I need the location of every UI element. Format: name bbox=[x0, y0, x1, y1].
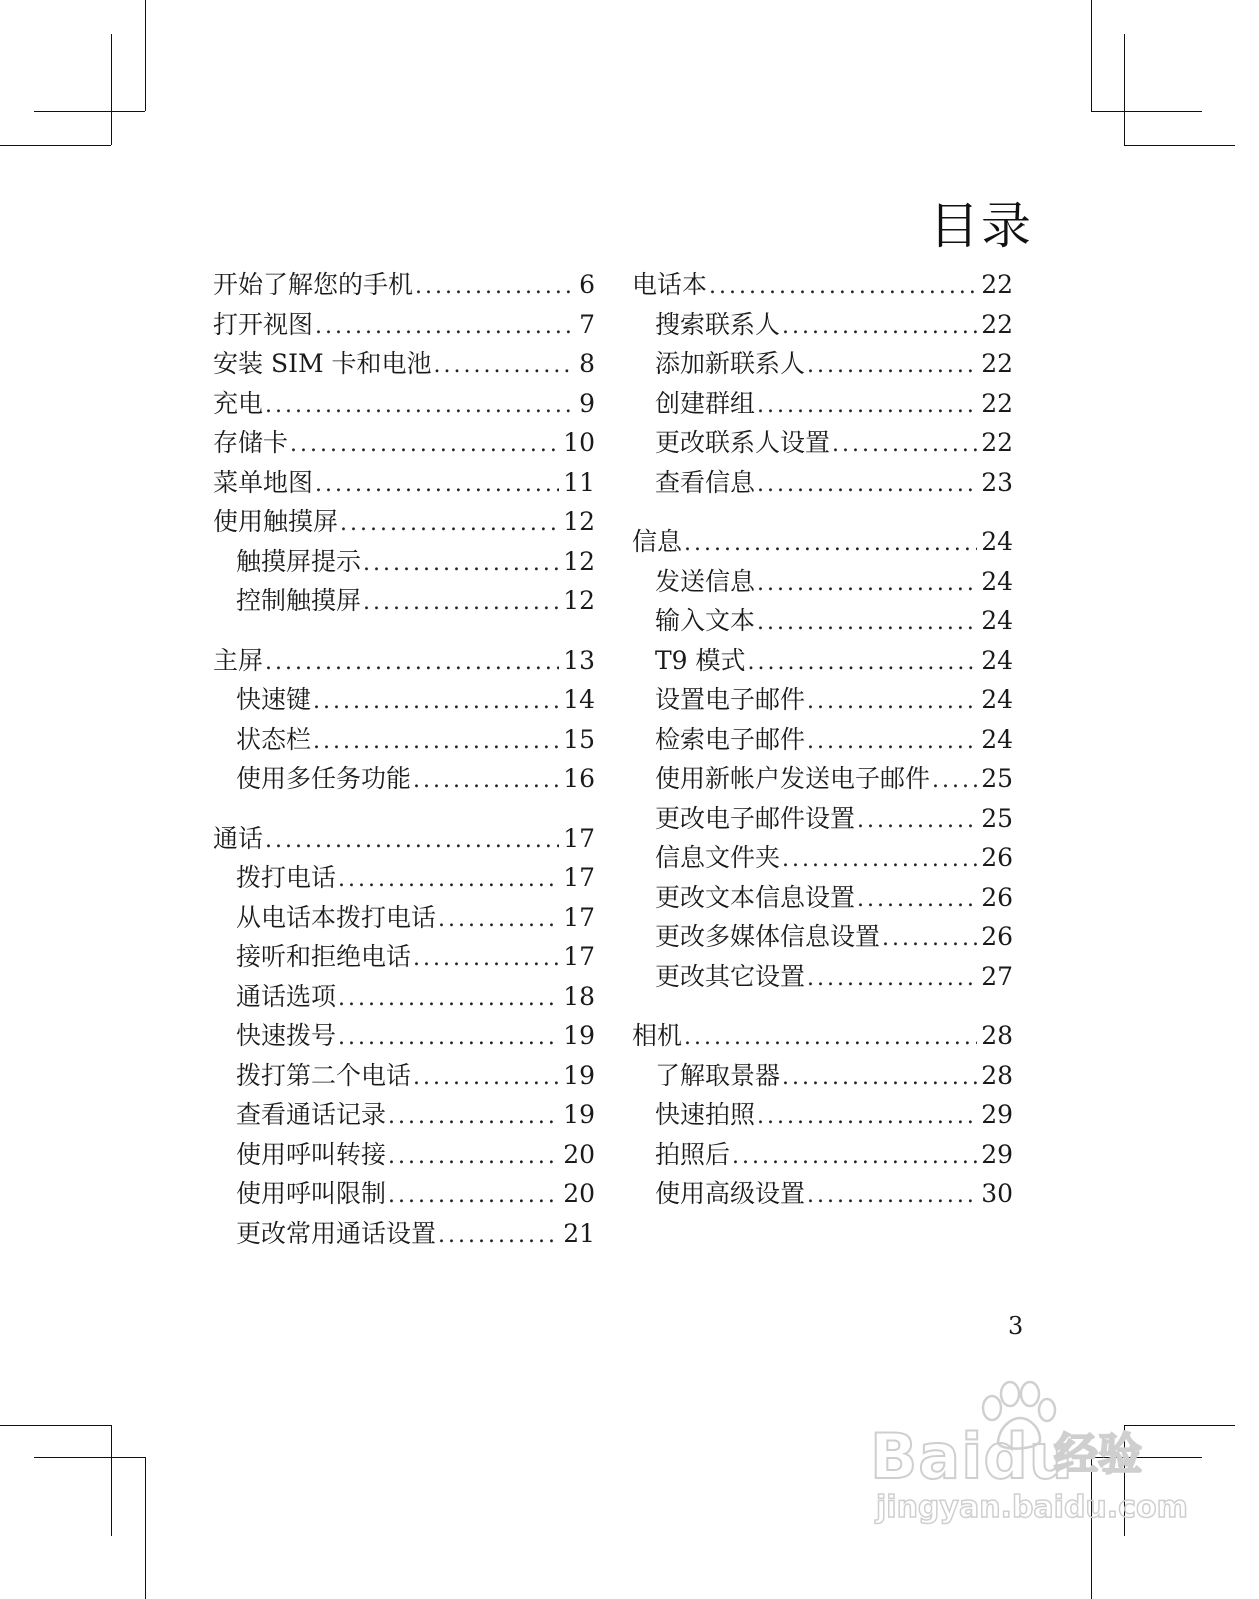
toc-entry-label: 充电 bbox=[213, 388, 264, 418]
dot-leader bbox=[807, 682, 977, 720]
toc-entry-label: 了解取景器 bbox=[655, 1060, 781, 1090]
toc-entry-page: 14 bbox=[563, 685, 595, 714]
toc-entry-page: 24 bbox=[981, 724, 1013, 754]
toc-subentry[interactable] bbox=[632, 1095, 1013, 1135]
toc-section bbox=[632, 522, 1013, 996]
watermark-url: jingyan.baidu.com bbox=[876, 1490, 1188, 1525]
toc-entry[interactable] bbox=[213, 384, 595, 424]
dot-leader bbox=[757, 465, 977, 503]
dot-leader bbox=[434, 346, 576, 384]
toc-entry-label: 检索电子邮件 bbox=[655, 724, 806, 754]
toc-entry-label: 发送信息 bbox=[655, 566, 756, 596]
toc-entry-label: 使用新帐户发送电子邮件 bbox=[655, 764, 931, 793]
toc-subentry[interactable] bbox=[632, 759, 1013, 799]
toc-entry-label: 电话本 bbox=[632, 270, 708, 299]
toc-subentry[interactable] bbox=[213, 581, 595, 621]
crop-mark bbox=[0, 1425, 111, 1426]
toc-entry-label: 快速拨号 bbox=[236, 1021, 337, 1050]
crop-mark bbox=[1091, 0, 1092, 111]
toc-entry-page: 17 bbox=[563, 863, 595, 892]
toc-entry-page: 28 bbox=[981, 1060, 1013, 1090]
dot-leader bbox=[857, 880, 977, 918]
toc-entry-page: 22 bbox=[981, 388, 1013, 418]
toc-entry-label: 更改电子邮件设置 bbox=[655, 803, 856, 833]
page-title: 目录 bbox=[929, 197, 1033, 255]
toc-entry-page: 24 bbox=[981, 645, 1013, 675]
toc-subentry[interactable] bbox=[632, 799, 1013, 839]
toc-entry-label: 信息文件夹 bbox=[655, 843, 781, 872]
toc-entry-page: 26 bbox=[981, 882, 1013, 912]
dot-leader bbox=[313, 722, 559, 760]
toc-subentry[interactable] bbox=[632, 1056, 1013, 1096]
toc-entry-label: 安装 SIM 卡和电池 bbox=[213, 349, 432, 378]
watermark-brand: Baidu bbox=[870, 1420, 1074, 1493]
toc-right-column bbox=[632, 265, 1013, 1234]
toc-entry[interactable] bbox=[213, 641, 595, 681]
toc-entry-label: 设置电子邮件 bbox=[655, 685, 806, 714]
toc-subentry[interactable] bbox=[632, 562, 1013, 602]
crop-mark bbox=[145, 0, 146, 111]
toc-entry-label: 从电话本拨打电话 bbox=[236, 902, 437, 932]
crop-mark bbox=[34, 1457, 145, 1458]
toc-entry-page: 9 bbox=[579, 388, 595, 418]
dot-leader bbox=[807, 959, 977, 997]
dot-leader bbox=[757, 564, 977, 602]
page-number: 3 bbox=[1008, 1312, 1024, 1340]
toc-subentry[interactable] bbox=[213, 977, 595, 1017]
toc-entry-label: 查看通话记录 bbox=[236, 1100, 387, 1129]
toc-entry-page: 8 bbox=[579, 349, 595, 378]
dot-leader bbox=[290, 425, 559, 463]
dot-leader bbox=[363, 544, 559, 582]
toc-entry-label: 拨打电话 bbox=[236, 863, 337, 892]
toc-entry-label: 更改文本信息设置 bbox=[655, 882, 856, 912]
dot-leader bbox=[265, 386, 575, 424]
toc-entry-label: 存储卡 bbox=[213, 428, 289, 457]
toc-entry-page: 21 bbox=[563, 1218, 595, 1248]
toc-subentry[interactable] bbox=[213, 720, 595, 760]
dot-leader bbox=[413, 761, 559, 799]
toc-entry-page: 20 bbox=[563, 1139, 595, 1169]
toc-entry-page: 25 bbox=[981, 803, 1013, 833]
toc-subentry[interactable] bbox=[632, 1174, 1013, 1214]
dot-leader bbox=[388, 1176, 559, 1214]
toc-subentry[interactable] bbox=[213, 1174, 595, 1214]
toc-entry-label: 使用呼叫限制 bbox=[236, 1179, 387, 1208]
toc-subentry[interactable] bbox=[632, 344, 1013, 384]
dot-leader bbox=[684, 1018, 977, 1056]
toc-entry[interactable] bbox=[213, 265, 595, 305]
toc-subentry[interactable] bbox=[632, 838, 1013, 878]
toc-entry[interactable] bbox=[213, 305, 595, 345]
toc-entry[interactable] bbox=[213, 423, 595, 463]
dot-leader bbox=[782, 307, 977, 345]
toc-entry[interactable] bbox=[213, 502, 595, 542]
toc-subentry[interactable] bbox=[213, 1135, 595, 1175]
toc-entry-label: 更改其它设置 bbox=[655, 961, 806, 991]
dot-leader bbox=[388, 1097, 559, 1135]
dot-leader bbox=[757, 386, 977, 424]
toc-entry-page: 22 bbox=[981, 270, 1013, 299]
toc-subentry[interactable] bbox=[213, 680, 595, 720]
dot-leader bbox=[732, 1137, 977, 1175]
dot-leader bbox=[338, 860, 559, 898]
toc-entry-label: T9 模式 bbox=[655, 645, 746, 675]
dot-leader bbox=[882, 919, 977, 957]
toc-entry-page: 24 bbox=[981, 606, 1013, 635]
toc-entry[interactable] bbox=[213, 819, 595, 859]
crop-mark bbox=[1124, 34, 1125, 145]
toc-entry-label: 使用高级设置 bbox=[655, 1179, 806, 1208]
toc-entry[interactable] bbox=[632, 1016, 1013, 1056]
crop-mark bbox=[0, 145, 111, 146]
toc-entry-page: 6 bbox=[579, 270, 595, 299]
toc-entry-label: 控制触摸屏 bbox=[236, 586, 362, 615]
toc-subentry[interactable] bbox=[632, 423, 1013, 463]
toc-entry-label: 使用呼叫转接 bbox=[236, 1139, 387, 1169]
crop-mark bbox=[1091, 111, 1202, 112]
toc-entry-page: 24 bbox=[981, 685, 1013, 714]
dot-leader bbox=[782, 1058, 977, 1096]
toc-entry-label: 主屏 bbox=[213, 645, 264, 675]
toc-subentry[interactable] bbox=[213, 1016, 595, 1056]
toc-subentry[interactable] bbox=[632, 1135, 1013, 1175]
toc-entry[interactable] bbox=[213, 463, 595, 503]
toc-entry-label: 使用多任务功能 bbox=[236, 764, 412, 793]
toc-entry-label: 信息 bbox=[632, 527, 683, 556]
toc-subentry[interactable] bbox=[632, 384, 1013, 424]
toc-entry-page: 19 bbox=[563, 1021, 595, 1050]
toc-entry-label: 快速拍照 bbox=[655, 1100, 756, 1129]
toc-entry-label: 拨打第二个电话 bbox=[236, 1060, 412, 1090]
crop-mark bbox=[34, 111, 145, 112]
toc-entry-page: 30 bbox=[981, 1179, 1013, 1208]
dot-leader bbox=[388, 1137, 559, 1175]
toc-subentry[interactable] bbox=[213, 542, 595, 582]
crop-mark bbox=[111, 34, 112, 145]
toc-subentry[interactable] bbox=[632, 680, 1013, 720]
toc-entry-page: 19 bbox=[563, 1100, 595, 1129]
toc-subentry[interactable] bbox=[213, 759, 595, 799]
toc-entry-page: 22 bbox=[981, 349, 1013, 378]
toc-subentry[interactable] bbox=[632, 641, 1013, 681]
dot-leader bbox=[338, 1018, 559, 1056]
toc-entry-label: 搜索联系人 bbox=[655, 309, 781, 339]
watermark-brand-cn: 经验 bbox=[1054, 1429, 1142, 1480]
toc-entry-page: 29 bbox=[981, 1100, 1013, 1129]
dot-leader bbox=[265, 821, 559, 859]
dot-leader bbox=[684, 524, 977, 562]
toc-entry-label: 状态栏 bbox=[236, 724, 312, 754]
dot-leader bbox=[757, 1097, 977, 1135]
toc-section bbox=[632, 1016, 1013, 1214]
dot-leader bbox=[857, 801, 977, 839]
toc-subentry[interactable] bbox=[632, 720, 1013, 760]
toc-entry-page: 25 bbox=[981, 764, 1013, 793]
toc-entry-page: 17 bbox=[563, 902, 595, 932]
toc-section bbox=[213, 819, 595, 1254]
toc-entry-label: 通话选项 bbox=[236, 981, 337, 1011]
dot-leader bbox=[313, 682, 559, 720]
baidu-watermark bbox=[870, 1380, 1188, 1530]
toc-entry-page: 18 bbox=[563, 981, 595, 1011]
toc-entry-page: 26 bbox=[981, 922, 1013, 951]
toc-entry-page: 17 bbox=[563, 942, 595, 971]
toc-entry-page: 29 bbox=[981, 1139, 1013, 1169]
dot-leader bbox=[782, 840, 977, 878]
toc-entry-page: 24 bbox=[981, 527, 1013, 556]
dot-leader bbox=[315, 307, 575, 345]
toc-entry-page: 12 bbox=[563, 507, 595, 536]
toc-entry-page: 28 bbox=[981, 1021, 1013, 1050]
dot-leader bbox=[807, 722, 977, 760]
dot-leader bbox=[363, 583, 559, 621]
dot-leader bbox=[932, 761, 977, 799]
toc-entry-page: 27 bbox=[981, 961, 1013, 991]
toc-section bbox=[213, 641, 595, 799]
toc-entry[interactable] bbox=[213, 344, 595, 384]
dot-leader bbox=[315, 465, 559, 503]
toc-entry-label: 快速键 bbox=[236, 685, 312, 714]
toc-entry-label: 更改多媒体信息设置 bbox=[655, 922, 881, 951]
toc-entry-page: 7 bbox=[579, 309, 595, 339]
dot-leader bbox=[757, 603, 977, 641]
toc-subentry[interactable] bbox=[213, 1214, 595, 1254]
toc-subentry[interactable] bbox=[213, 1056, 595, 1096]
toc-subentry[interactable] bbox=[632, 601, 1013, 641]
toc-entry-page: 23 bbox=[981, 467, 1013, 497]
toc-entry-label: 更改联系人设置 bbox=[655, 428, 831, 457]
toc-entry-label: 拍照后 bbox=[655, 1139, 731, 1169]
toc-subentry[interactable] bbox=[213, 1095, 595, 1135]
toc-subentry[interactable] bbox=[632, 878, 1013, 918]
toc-subentry[interactable] bbox=[632, 957, 1013, 997]
toc-subentry[interactable] bbox=[213, 937, 595, 977]
toc-entry-page: 22 bbox=[981, 428, 1013, 457]
toc-entry-page: 16 bbox=[563, 764, 595, 793]
toc-entry-page: 19 bbox=[563, 1060, 595, 1090]
crop-mark bbox=[145, 1457, 146, 1599]
toc-entry[interactable] bbox=[632, 265, 1013, 305]
toc-entry-page: 13 bbox=[563, 645, 595, 675]
dot-leader bbox=[807, 1176, 977, 1214]
toc-entry-label: 输入文本 bbox=[655, 606, 756, 635]
toc-entry-label: 打开视图 bbox=[213, 309, 314, 339]
toc-entry-page: 24 bbox=[981, 566, 1013, 596]
toc-entry-label: 菜单地图 bbox=[213, 467, 314, 497]
crop-mark bbox=[111, 1425, 112, 1536]
dot-leader bbox=[265, 643, 559, 681]
toc-entry-page: 26 bbox=[981, 843, 1013, 872]
toc-entry-page: 22 bbox=[981, 309, 1013, 339]
toc-entry-label: 更改常用通话设置 bbox=[236, 1218, 437, 1248]
dot-leader bbox=[415, 267, 575, 305]
dot-leader bbox=[338, 979, 559, 1017]
toc-entry-page: 17 bbox=[563, 823, 595, 853]
toc-entry-page: 12 bbox=[563, 546, 595, 576]
toc-entry-page: 11 bbox=[563, 467, 595, 497]
toc-entry-label: 通话 bbox=[213, 823, 264, 853]
toc-subentry[interactable] bbox=[632, 305, 1013, 345]
toc-entry-label: 接听和拒绝电话 bbox=[236, 942, 412, 971]
toc-entry-label: 创建群组 bbox=[655, 388, 756, 418]
dot-leader bbox=[413, 939, 559, 977]
toc-entry[interactable] bbox=[632, 522, 1013, 562]
toc-section bbox=[213, 265, 595, 621]
toc-entry-label: 相机 bbox=[632, 1021, 683, 1050]
toc-subentry[interactable] bbox=[213, 898, 595, 938]
toc-subentry[interactable] bbox=[632, 463, 1013, 503]
dot-leader bbox=[340, 504, 559, 542]
toc-entry-label: 查看信息 bbox=[655, 467, 756, 497]
dot-leader bbox=[709, 267, 977, 305]
toc-left-column bbox=[213, 265, 595, 1273]
toc-entry-page: 10 bbox=[563, 428, 595, 457]
dot-leader bbox=[438, 900, 559, 938]
toc-entry-page: 12 bbox=[563, 586, 595, 615]
dot-leader bbox=[807, 346, 977, 384]
dot-leader bbox=[413, 1058, 559, 1096]
toc-subentry[interactable] bbox=[213, 858, 595, 898]
toc-entry-label: 使用触摸屏 bbox=[213, 507, 339, 536]
dot-leader bbox=[438, 1216, 559, 1254]
dot-leader bbox=[832, 425, 977, 463]
toc-entry-page: 15 bbox=[563, 724, 595, 754]
toc-section bbox=[632, 265, 1013, 502]
toc-entry-label: 开始了解您的手机 bbox=[213, 270, 414, 299]
dot-leader bbox=[748, 643, 978, 681]
toc-subentry[interactable] bbox=[632, 917, 1013, 957]
toc-entry-label: 触摸屏提示 bbox=[236, 546, 362, 576]
toc-entry-label: 添加新联系人 bbox=[655, 349, 806, 378]
toc-entry-page: 20 bbox=[563, 1179, 595, 1208]
crop-mark bbox=[1124, 145, 1235, 146]
